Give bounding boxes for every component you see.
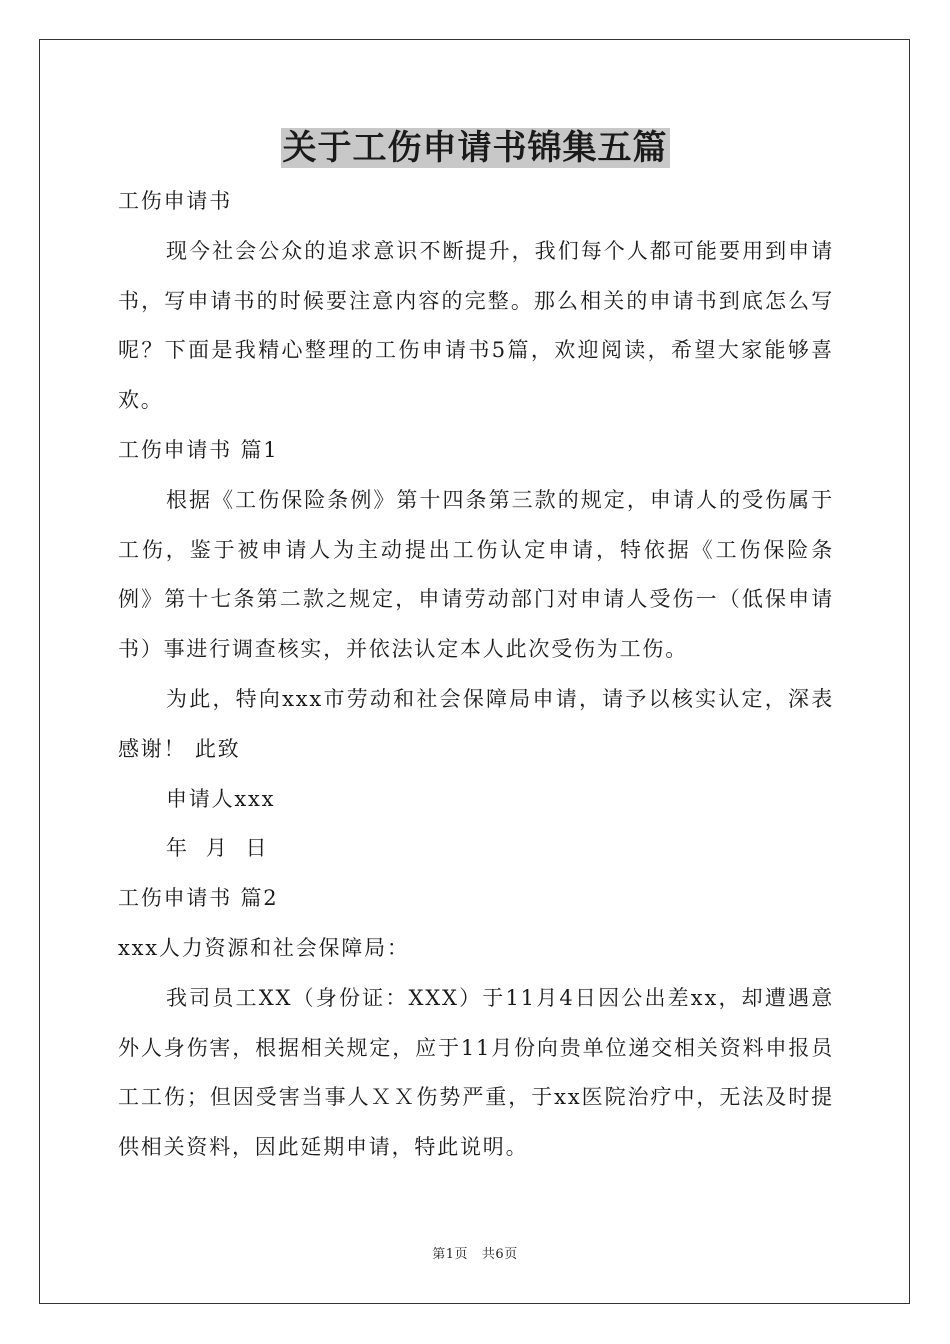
date-line: 年 月 日 xyxy=(166,836,269,861)
addressee-line: xxx人力资源和社会保障局： xyxy=(118,935,410,960)
section-heading-2: 工伤申请书 篇2 xyxy=(118,886,279,911)
document-body xyxy=(118,177,834,1173)
section-heading-1: 工伤申请书 篇1 xyxy=(118,437,279,462)
page-footer xyxy=(0,1246,950,1264)
document-title-text: 关于工伤申请书锦集五篇 xyxy=(282,128,668,168)
paragraph-heading-intro: 工伤申请书 xyxy=(118,189,232,213)
paragraph-section1-body: 根据《工伤保险条例》第十四条第三款的规定，申请人的受伤属于工伤，鉴于被申请人为主动提出工伤认定申请，特依据《工伤保险条例》第十七条第二款之规定，申请劳动部门对申请人受伤一（低保申请书）事进行调查核实，并依法认定本人此次受伤为工伤。 xyxy=(118,487,834,662)
paragraph-intro: 现今社会公众的追求意识不断提升，我们每个人都可能要用到申请书，写申请书的时候要注意内容的完整。那么相关的申请书到底怎么写呢？下面是我精心整理的工伤申请书5篇，欢迎阅读，希望大家能够喜欢。 xyxy=(118,238,834,413)
page-number: 第1页 共6页 xyxy=(432,1247,518,1262)
paragraph-section1-closing: 为此，特向xxx市劳动和社会保障局申请，请予以核实认定，深表感谢！ 此致 xyxy=(118,686,834,761)
paragraph-section2-body: 我司员工XX（身份证：XXX）于11月4日因公出差xx，却遭遇意外人身伤害，根据相关规定，应于11月份向贵单位递交相关资料申报员工工伤；但因受害当事人ＸＸ伤势严重，于xx医院治疗中，无法及时提供相关资料，因此延期申请，特此说明。 xyxy=(118,985,834,1160)
applicant-signature: 申请人xxx xyxy=(166,786,276,811)
document-title xyxy=(0,124,950,172)
